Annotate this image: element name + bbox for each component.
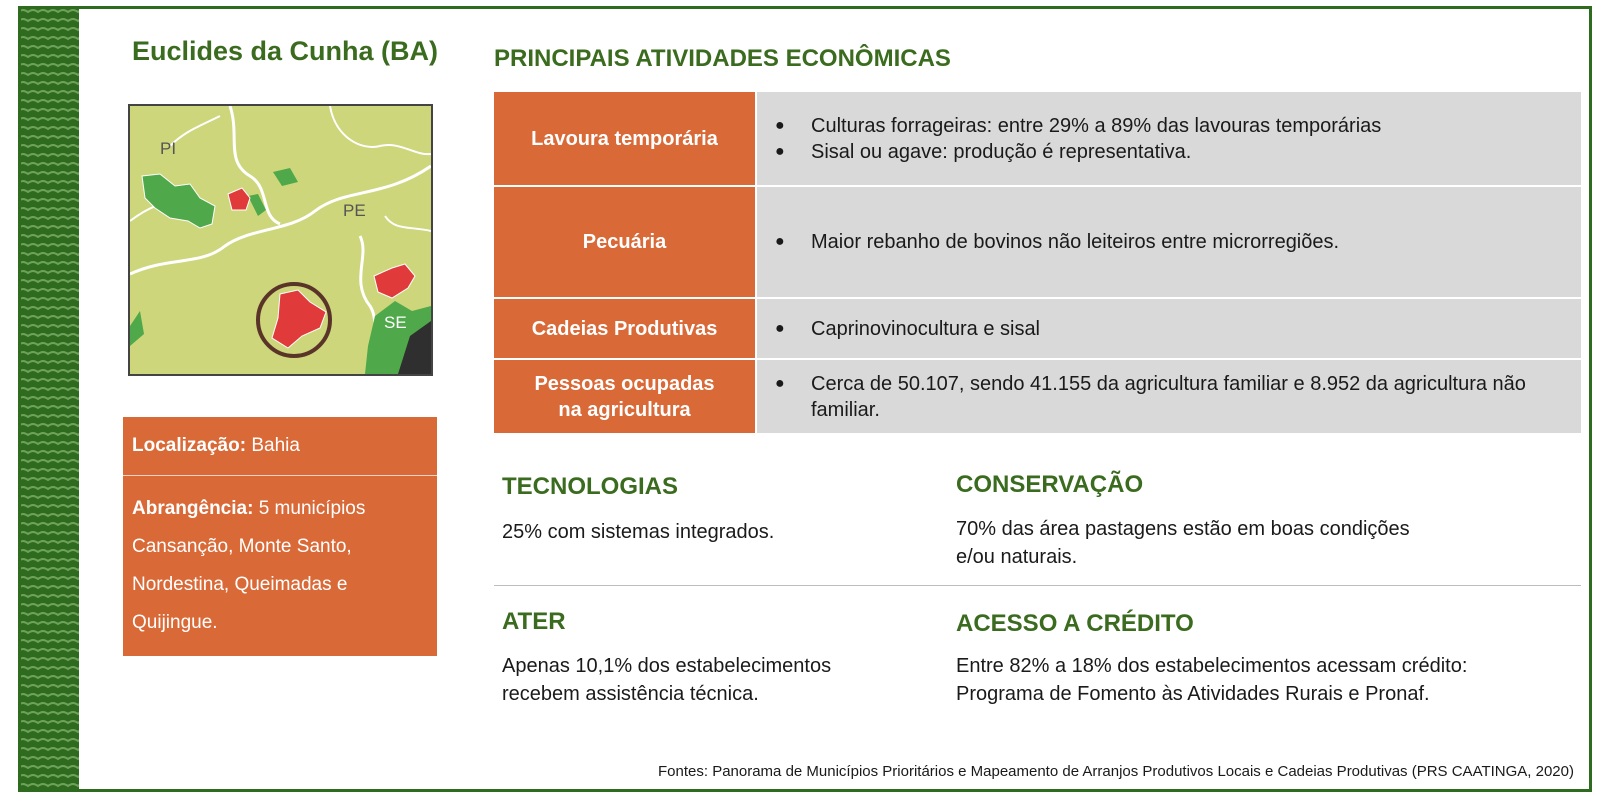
table-row [494,298,1581,359]
row-label: Lavoura temporária [494,92,756,186]
tecnologias-text: 25% com sistemas integrados. [502,521,775,543]
table-row [494,359,1581,434]
page-title: Euclides da Cunha (BA) [132,36,439,66]
coverage-row [123,476,437,656]
credito-heading: ACESSO A CRÉDITO [956,610,1194,637]
table-row [494,92,1581,186]
location-value: Bahia [251,435,300,456]
activities-table [494,92,1581,435]
conservacao-heading: CONSERVAÇÃO [956,471,1144,498]
location-label: Localização: [132,435,247,456]
region-map [128,104,433,376]
list-item: ● Culturas forrageiras: entre 29% a 89% das lavouras temporárias [775,113,1563,139]
map-label-pi: PI [160,139,177,158]
list-item: ● Caprinovinocultura e sisal [775,316,1563,342]
list-item: ● Cerca de 50.107, sendo 41.155 da agricultura familiar e 8.952 da agricultura não familiar. [775,371,1563,423]
map-label-pe: PE [343,201,366,220]
location-row [123,417,437,476]
row-description [756,92,1581,186]
coverage-value: 5 municípios Cansanção, Monte Santo, Nordestina, Queimadas e Quijingue. [132,498,366,633]
row-label: Pecuária [494,186,756,298]
ater-heading: ATER [502,608,566,635]
tecnologias-heading: TECNOLOGIAS [502,473,679,500]
conservacao-text: 70% das área pastagens estão em boas condições e/ou naturais. [956,518,1410,568]
row-description [756,359,1581,434]
table-row [494,186,1581,298]
coverage-label: Abrangência: [132,498,254,519]
ater-text: Apenas 10,1% dos estabelecimentos recebem assistência técnica. [502,655,832,705]
row-label: Pessoas ocupadas na agricultura [494,359,756,434]
list-item: ● Sisal ou agave: produção é representativa. [775,139,1563,165]
row-description [756,186,1581,298]
info-box [123,417,437,656]
row-label: Cadeias Produtivas [494,298,756,359]
map-label-se: SE [384,313,407,332]
credito-text: Entre 82% a 18% dos estabelecimentos acessam crédito: Programa de Fomento às Atividades Rurais e Pronaf. [956,655,1468,705]
row-description [756,298,1581,359]
sources-footer: Fontes: Panorama de Municípios Prioritários e Mapeamento de Arranjos Produtivos Locais e Cadeias Produtivas (PRS CAATINGA, 2020) [658,763,1574,780]
list-item: ● Maior rebanho de bovinos não leiteiros entre microrregiões. [775,229,1563,255]
section-divider [494,585,1581,586]
activities-heading: PRINCIPAIS ATIVIDADES ECONÔMICAS [494,45,951,72]
